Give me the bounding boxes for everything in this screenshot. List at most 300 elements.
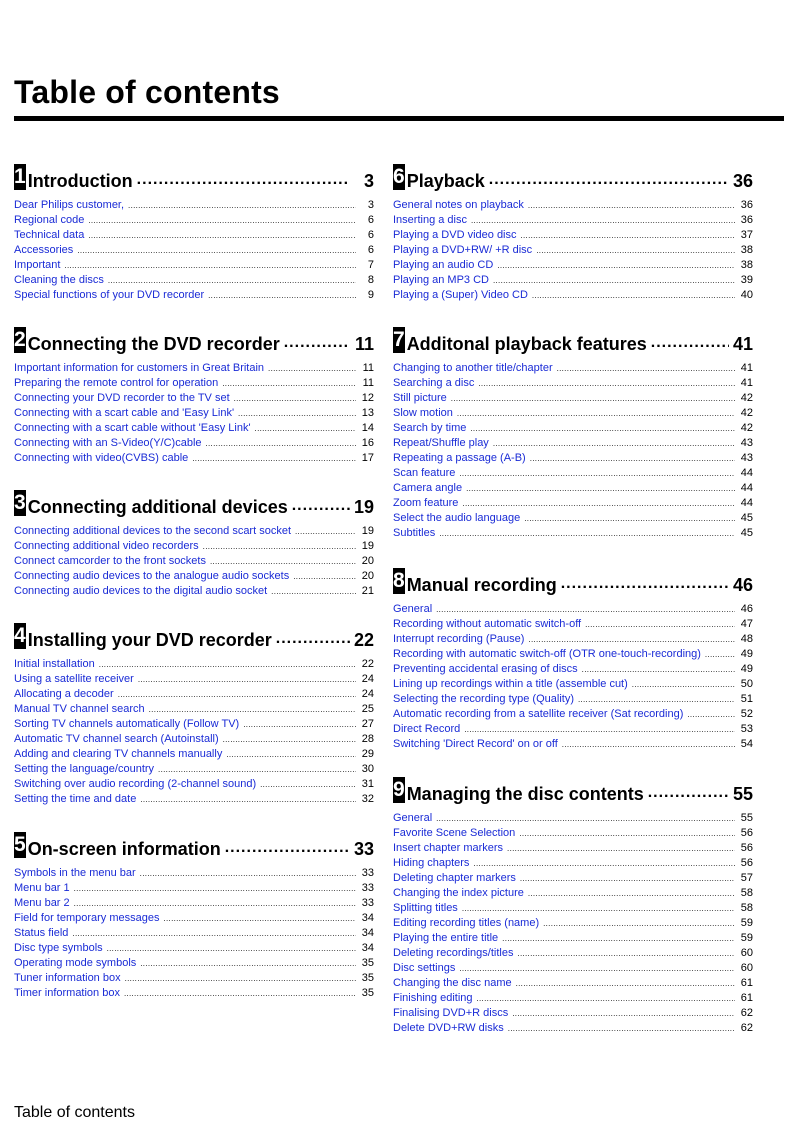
dot-leader bbox=[128, 198, 356, 213]
dot-leader bbox=[436, 811, 735, 826]
toc-entry-page-number: 40 bbox=[740, 289, 753, 301]
toc-entry-page-number: 56 bbox=[740, 827, 753, 839]
toc-entry-page-number: 58 bbox=[740, 902, 753, 914]
dot-leader bbox=[521, 228, 735, 243]
toc-entry-label: Sorting TV channels automatically (Follow TV) bbox=[14, 718, 240, 730]
toc-entry-label: Operating mode symbols bbox=[14, 957, 137, 969]
dot-leader bbox=[687, 707, 735, 722]
toc-entry[interactable] bbox=[14, 524, 374, 539]
toc-entry[interactable] bbox=[393, 811, 753, 826]
dot-leader bbox=[223, 732, 356, 747]
toc-entry-page-number: 54 bbox=[740, 738, 753, 750]
toc-entry[interactable] bbox=[393, 632, 753, 647]
toc-entry[interactable] bbox=[14, 436, 374, 451]
toc-entry[interactable] bbox=[14, 762, 374, 777]
toc-entry-label: Connecting with video(CVBS) cable bbox=[14, 452, 189, 464]
section-title: Installing your DVD recorder bbox=[27, 630, 272, 650]
toc-entry-page-number: 29 bbox=[361, 748, 374, 760]
toc-entry-page-number: 25 bbox=[361, 703, 374, 715]
toc-entry[interactable] bbox=[14, 792, 374, 807]
toc-entry-label: Field for temporary messages bbox=[14, 912, 160, 924]
section-heading[interactable] bbox=[14, 488, 374, 518]
toc-entry-label: Disc settings bbox=[393, 962, 456, 974]
section-heading[interactable] bbox=[14, 162, 374, 192]
toc-entry-label: Technical data bbox=[14, 229, 85, 241]
toc-entry-page-number: 41 bbox=[740, 377, 753, 389]
toc-entry-label: Connecting audio devices to the analogue audio sockets bbox=[14, 570, 290, 582]
toc-entry-label: Connecting with a scart cable and 'Easy Link' bbox=[14, 407, 235, 419]
dot-leader bbox=[471, 213, 735, 228]
toc-entry-label: Symbols in the menu bar bbox=[14, 867, 136, 879]
toc-entry-label: Cleaning the discs bbox=[14, 274, 104, 286]
toc-entry-list bbox=[14, 657, 374, 807]
toc-entry-label: Status field bbox=[14, 927, 69, 939]
dot-leader bbox=[439, 526, 735, 541]
toc-entry-label: Tuner information box bbox=[14, 972, 121, 984]
toc-entry[interactable] bbox=[393, 198, 753, 213]
toc-entry-label: Changing to another title/chapter bbox=[393, 362, 553, 374]
toc-entry-label: Connecting with a scart cable without 'Easy Link' bbox=[14, 422, 251, 434]
section-heading[interactable] bbox=[14, 830, 374, 860]
dot-leader bbox=[459, 961, 735, 976]
toc-entry[interactable] bbox=[393, 692, 753, 707]
toc-entry-list bbox=[14, 198, 374, 303]
section-title: Connecting the DVD recorder bbox=[27, 334, 280, 354]
section-heading[interactable] bbox=[393, 566, 753, 596]
toc-entry-page-number: 13 bbox=[361, 407, 374, 419]
dot-leader bbox=[497, 258, 735, 273]
dot-leader bbox=[234, 391, 356, 406]
section-title: Manual recording bbox=[406, 575, 557, 595]
toc-entry-label: General notes on playback bbox=[393, 199, 524, 211]
toc-entry-label: Splitting titles bbox=[393, 902, 458, 914]
dot-leader bbox=[140, 866, 356, 881]
toc-entry-label: Timer information box bbox=[14, 987, 120, 999]
toc-entry-label: Dear Philips customer, bbox=[14, 199, 125, 211]
toc-entry-label: Subtitles bbox=[393, 527, 436, 539]
toc-entry-page-number: 34 bbox=[361, 912, 374, 924]
dot-leader bbox=[108, 273, 356, 288]
toc-entry[interactable] bbox=[14, 747, 374, 762]
toc-entry[interactable] bbox=[14, 896, 374, 911]
toc-entry-label: Switching over audio recording (2-channel sound) bbox=[14, 778, 257, 790]
toc-entry-label: Favorite Scene Selection bbox=[393, 827, 516, 839]
toc-entry[interactable] bbox=[393, 376, 753, 391]
dot-leader bbox=[293, 569, 356, 584]
toc-entry-page-number: 33 bbox=[361, 867, 374, 879]
toc-entry-label: Preventing accidental erasing of discs bbox=[393, 663, 578, 675]
page-footer: Table of contents bbox=[14, 1104, 135, 1121]
dot-leader bbox=[462, 496, 735, 511]
dot-leader bbox=[562, 737, 735, 752]
toc-entry[interactable] bbox=[14, 702, 374, 717]
section-heading[interactable] bbox=[14, 325, 374, 355]
toc-entry-page-number: 39 bbox=[740, 274, 753, 286]
toc-entry-page-number: 3 bbox=[367, 199, 374, 211]
section-heading[interactable] bbox=[393, 325, 753, 355]
toc-entry-page-number: 44 bbox=[740, 497, 753, 509]
toc-entry-page-number: 49 bbox=[740, 663, 753, 675]
toc-entry[interactable] bbox=[393, 991, 753, 1006]
toc-entry[interactable] bbox=[393, 886, 753, 901]
toc-entry[interactable] bbox=[14, 911, 374, 926]
toc-entry[interactable] bbox=[14, 732, 374, 747]
toc-entry[interactable] bbox=[393, 901, 753, 916]
dot-leader bbox=[585, 617, 735, 632]
toc-entry-page-number: 31 bbox=[361, 778, 374, 790]
toc-entry-page-number: 59 bbox=[740, 932, 753, 944]
toc-entry[interactable] bbox=[14, 421, 374, 436]
section-page-number: 11 bbox=[354, 334, 374, 354]
toc-entry-label: Direct Record bbox=[393, 723, 461, 735]
toc-section bbox=[393, 566, 753, 752]
dot-leader bbox=[208, 288, 356, 303]
toc-entry[interactable] bbox=[393, 826, 753, 841]
toc-section bbox=[14, 325, 374, 466]
toc-entry[interactable] bbox=[393, 288, 753, 303]
toc-entry-page-number: 44 bbox=[740, 467, 753, 479]
toc-entry[interactable] bbox=[393, 707, 753, 722]
dot-leader bbox=[489, 171, 729, 189]
toc-entry-page-number: 22 bbox=[361, 658, 374, 670]
dot-leader bbox=[457, 406, 735, 421]
section-number-badge: 6 bbox=[393, 165, 405, 188]
dot-leader bbox=[524, 511, 735, 526]
toc-entry[interactable] bbox=[14, 243, 374, 258]
toc-entry-label: Editing recording titles (name) bbox=[393, 917, 540, 929]
toc-entry[interactable] bbox=[14, 956, 374, 971]
toc-entry[interactable] bbox=[14, 213, 374, 228]
dot-leader bbox=[520, 871, 735, 886]
toc-entry-page-number: 33 bbox=[361, 897, 374, 909]
toc-entry-label: Accessories bbox=[14, 244, 74, 256]
toc-entry[interactable] bbox=[393, 856, 753, 871]
toc-entry-label: Recording with automatic switch-off (OTR one-touch-recording) bbox=[393, 648, 701, 660]
toc-entry[interactable] bbox=[393, 976, 753, 991]
dot-leader bbox=[77, 243, 356, 258]
dot-leader bbox=[451, 391, 735, 406]
toc-entry[interactable] bbox=[393, 406, 753, 421]
toc-entry-page-number: 61 bbox=[740, 992, 753, 1004]
toc-entry[interactable] bbox=[393, 841, 753, 856]
toc-entry[interactable] bbox=[393, 931, 753, 946]
toc-entry-label: Deleting chapter markers bbox=[393, 872, 516, 884]
section-page-number: 22 bbox=[353, 630, 374, 650]
section-heading[interactable] bbox=[14, 621, 374, 651]
toc-entry-label: Still picture bbox=[393, 392, 447, 404]
toc-entry-label: Insert chapter markers bbox=[393, 842, 504, 854]
toc-entry-page-number: 35 bbox=[361, 972, 374, 984]
toc-entry[interactable] bbox=[393, 526, 753, 541]
toc-entry-page-number: 34 bbox=[361, 942, 374, 954]
toc-entry[interactable] bbox=[393, 421, 753, 436]
toc-entry[interactable] bbox=[393, 722, 753, 737]
section-number-badge: 8 bbox=[393, 569, 405, 592]
dot-leader bbox=[118, 687, 356, 702]
toc-entry-page-number: 42 bbox=[740, 422, 753, 434]
dot-leader bbox=[271, 584, 356, 599]
toc-section bbox=[14, 621, 374, 807]
dot-leader bbox=[508, 1021, 735, 1036]
toc-entry[interactable] bbox=[393, 273, 753, 288]
toc-entry-page-number: 46 bbox=[740, 603, 753, 615]
toc-entry-page-number: 11 bbox=[362, 362, 374, 374]
toc-entry[interactable] bbox=[14, 777, 374, 792]
toc-entry-label: Disc type symbols bbox=[14, 942, 103, 954]
section-title: Additonal playback features bbox=[406, 334, 647, 354]
toc-entry-label: Lining up recordings within a title (assemble cut) bbox=[393, 678, 628, 690]
toc-entry-label: Hiding chapters bbox=[393, 857, 470, 869]
toc-entry-label: Connecting your DVD recorder to the TV set bbox=[14, 392, 230, 404]
toc-entry[interactable] bbox=[14, 569, 374, 584]
toc-entry[interactable] bbox=[393, 511, 753, 526]
toc-entry[interactable] bbox=[393, 451, 753, 466]
toc-entry[interactable] bbox=[14, 941, 374, 956]
toc-entry-label: Finalising DVD+R discs bbox=[393, 1007, 509, 1019]
toc-entry[interactable] bbox=[393, 946, 753, 961]
dot-leader bbox=[530, 451, 735, 466]
dot-leader bbox=[140, 956, 356, 971]
toc-entry-page-number: 19 bbox=[361, 525, 374, 537]
toc-entry-page-number: 37 bbox=[740, 229, 753, 241]
toc-entry-label: Scan feature bbox=[393, 467, 456, 479]
toc-entry-page-number: 17 bbox=[361, 452, 374, 464]
toc-entry[interactable] bbox=[14, 376, 374, 391]
toc-entry[interactable] bbox=[14, 406, 374, 421]
dot-leader bbox=[192, 451, 356, 466]
toc-entry[interactable] bbox=[14, 687, 374, 702]
toc-entry-label: Switching 'Direct Record' on or off bbox=[393, 738, 558, 750]
dot-leader bbox=[519, 826, 735, 841]
toc-entry[interactable] bbox=[393, 871, 753, 886]
toc-entry[interactable] bbox=[393, 677, 753, 692]
dot-leader bbox=[470, 421, 735, 436]
toc-entry-page-number: 62 bbox=[740, 1007, 753, 1019]
toc-entry[interactable] bbox=[14, 657, 374, 672]
toc-entry-page-number: 42 bbox=[740, 392, 753, 404]
toc-entry-page-number: 51 bbox=[740, 693, 753, 705]
toc-entry-page-number: 60 bbox=[740, 947, 753, 959]
dot-leader bbox=[532, 288, 735, 303]
toc-entry[interactable] bbox=[14, 198, 374, 213]
toc-entry[interactable] bbox=[14, 926, 374, 941]
toc-entry-page-number: 30 bbox=[361, 763, 374, 775]
toc-entry-label: General bbox=[393, 603, 433, 615]
toc-entry-label: Interrupt recording (Pause) bbox=[393, 633, 525, 645]
toc-entry-label: Regional code bbox=[14, 214, 85, 226]
dot-leader bbox=[516, 976, 735, 991]
toc-entry-page-number: 35 bbox=[361, 987, 374, 999]
toc-entry-page-number: 36 bbox=[740, 214, 753, 226]
toc-entry[interactable] bbox=[393, 617, 753, 632]
toc-section bbox=[14, 162, 374, 303]
toc-entry-page-number: 32 bbox=[361, 793, 374, 805]
toc-entry-page-number: 55 bbox=[740, 812, 753, 824]
dot-leader bbox=[528, 198, 735, 213]
toc-entry-page-number: 50 bbox=[740, 678, 753, 690]
toc-entry[interactable] bbox=[14, 717, 374, 732]
toc-entry-page-number: 58 bbox=[740, 887, 753, 899]
toc-entry[interactable] bbox=[393, 213, 753, 228]
toc-entry-page-number: 61 bbox=[740, 977, 753, 989]
toc-entry-page-number: 27 bbox=[361, 718, 374, 730]
toc-entry[interactable] bbox=[393, 258, 753, 273]
toc-entry-label: Repeat/Shuffle play bbox=[393, 437, 489, 449]
dot-leader bbox=[507, 841, 735, 856]
toc-entry[interactable] bbox=[393, 1006, 753, 1021]
dot-leader bbox=[138, 672, 356, 687]
toc-entry-page-number: 33 bbox=[361, 882, 374, 894]
toc-entry-label: General bbox=[393, 812, 433, 824]
toc-entry[interactable] bbox=[393, 391, 753, 406]
toc-entry-label: Manual TV channel search bbox=[14, 703, 145, 715]
toc-entry-page-number: 19 bbox=[361, 540, 374, 552]
toc-entry[interactable] bbox=[393, 662, 753, 677]
toc-entry-page-number: 28 bbox=[361, 733, 374, 745]
toc-entry-page-number: 38 bbox=[740, 259, 753, 271]
toc-section bbox=[14, 830, 374, 1001]
toc-entry[interactable] bbox=[393, 1021, 753, 1036]
toc-entry-page-number: 62 bbox=[740, 1022, 753, 1034]
dot-leader bbox=[137, 171, 350, 189]
toc-entry[interactable] bbox=[14, 971, 374, 986]
dot-leader bbox=[493, 273, 735, 288]
toc-entry[interactable] bbox=[393, 436, 753, 451]
toc-entry[interactable] bbox=[393, 243, 753, 258]
toc-entry-list bbox=[393, 198, 753, 303]
section-page-number: 33 bbox=[353, 839, 374, 859]
section-title: Connecting additional devices bbox=[27, 497, 288, 517]
toc-entry-label: Special functions of your DVD recorder bbox=[14, 289, 205, 301]
toc-entry-label: Search by time bbox=[393, 422, 467, 434]
toc-entry-page-number: 6 bbox=[367, 244, 374, 256]
toc-entry[interactable] bbox=[14, 258, 374, 273]
toc-entry[interactable] bbox=[14, 986, 374, 1001]
dot-leader bbox=[478, 376, 735, 391]
toc-entry[interactable] bbox=[14, 881, 374, 896]
toc-entry[interactable] bbox=[393, 602, 753, 617]
toc-entry-page-number: 7 bbox=[367, 259, 374, 271]
toc-entry-label: Delete DVD+RW disks bbox=[393, 1022, 504, 1034]
toc-entry[interactable] bbox=[14, 361, 374, 376]
toc-entry-label: Playing an audio CD bbox=[393, 259, 494, 271]
toc-entry-page-number: 20 bbox=[361, 570, 374, 582]
section-heading[interactable] bbox=[393, 162, 753, 192]
toc-entry-label: Playing a DVD+RW/ +R disc bbox=[393, 244, 533, 256]
section-number-badge: 1 bbox=[14, 165, 26, 188]
toc-entry-list bbox=[14, 524, 374, 599]
toc-entry[interactable] bbox=[14, 288, 374, 303]
page-title: Table of contents bbox=[14, 74, 280, 110]
dot-leader bbox=[206, 436, 356, 451]
section-title: Managing the disc contents bbox=[406, 784, 644, 804]
dot-leader bbox=[64, 258, 356, 273]
toc-entry[interactable] bbox=[14, 391, 374, 406]
toc-entry[interactable] bbox=[393, 361, 753, 376]
dot-leader bbox=[158, 762, 356, 777]
toc-entry-page-number: 20 bbox=[361, 555, 374, 567]
section-number-badge: 3 bbox=[14, 491, 26, 514]
toc-entry[interactable] bbox=[393, 496, 753, 511]
toc-entry[interactable] bbox=[393, 481, 753, 496]
toc-entry-label: Automatic TV channel search (Autoinstall) bbox=[14, 733, 219, 745]
toc-entry-label: Initial installation bbox=[14, 658, 95, 670]
toc-entry-label: Automatic recording from a satellite receiver (Sat recording) bbox=[393, 708, 684, 720]
section-page-number: 46 bbox=[732, 575, 753, 595]
toc-entry-page-number: 52 bbox=[740, 708, 753, 720]
toc-entry[interactable] bbox=[393, 737, 753, 752]
section-page-number: 55 bbox=[732, 784, 753, 804]
section-page-number: 41 bbox=[732, 334, 753, 354]
dot-leader bbox=[72, 926, 356, 941]
title-rule bbox=[14, 116, 784, 121]
toc-entry[interactable] bbox=[393, 228, 753, 243]
dot-leader bbox=[255, 421, 356, 436]
toc-entry[interactable] bbox=[14, 451, 374, 466]
section-page-number: 19 bbox=[353, 497, 374, 517]
toc-entry-page-number: 47 bbox=[740, 618, 753, 630]
toc-entry[interactable] bbox=[393, 961, 753, 976]
toc-entry[interactable] bbox=[14, 539, 374, 554]
section-heading[interactable] bbox=[393, 775, 753, 805]
toc-entry[interactable] bbox=[393, 916, 753, 931]
toc-section bbox=[393, 775, 753, 1036]
toc-entry-page-number: 49 bbox=[740, 648, 753, 660]
toc-entry-label: Slow motion bbox=[393, 407, 453, 419]
toc-entry-label: Selecting the recording type (Quality) bbox=[393, 693, 574, 705]
dot-leader bbox=[512, 1006, 735, 1021]
toc-entry-label: Playing an MP3 CD bbox=[393, 274, 489, 286]
dot-leader bbox=[632, 677, 735, 692]
section-number-badge: 9 bbox=[393, 778, 405, 801]
section-title: Playback bbox=[406, 171, 485, 191]
dot-leader bbox=[125, 971, 356, 986]
toc-entry-page-number: 56 bbox=[740, 857, 753, 869]
toc-entry-label: Changing the disc name bbox=[393, 977, 512, 989]
toc-entry[interactable] bbox=[14, 228, 374, 243]
dot-leader bbox=[651, 334, 729, 352]
section-number-badge: 7 bbox=[393, 328, 405, 351]
toc-entry-page-number: 34 bbox=[361, 927, 374, 939]
toc-entry[interactable] bbox=[14, 273, 374, 288]
toc-entry-label: Setting the language/country bbox=[14, 763, 155, 775]
dot-leader bbox=[436, 602, 735, 617]
dot-leader bbox=[561, 575, 729, 593]
dot-leader bbox=[88, 213, 356, 228]
toc-entry-list bbox=[393, 602, 753, 752]
toc-entry-page-number: 43 bbox=[740, 437, 753, 449]
dot-leader bbox=[528, 886, 735, 901]
toc-entry-page-number: 59 bbox=[740, 917, 753, 929]
dot-leader bbox=[648, 784, 729, 802]
toc-entry[interactable] bbox=[14, 672, 374, 687]
toc-entry-page-number: 38 bbox=[740, 244, 753, 256]
toc-entry[interactable] bbox=[14, 866, 374, 881]
toc-entry-label: Menu bar 1 bbox=[14, 882, 70, 894]
toc-entry[interactable] bbox=[14, 554, 374, 569]
dot-leader bbox=[292, 497, 350, 515]
toc-entry[interactable] bbox=[393, 466, 753, 481]
toc-entry[interactable] bbox=[393, 647, 753, 662]
toc-entry-list bbox=[393, 811, 753, 1036]
toc-entry[interactable] bbox=[14, 584, 374, 599]
dot-leader bbox=[276, 630, 350, 648]
dot-leader bbox=[164, 911, 357, 926]
dot-leader bbox=[225, 839, 350, 857]
toc-entry-page-number: 14 bbox=[361, 422, 374, 434]
dot-leader bbox=[473, 856, 735, 871]
toc-entry-page-number: 9 bbox=[367, 289, 374, 301]
